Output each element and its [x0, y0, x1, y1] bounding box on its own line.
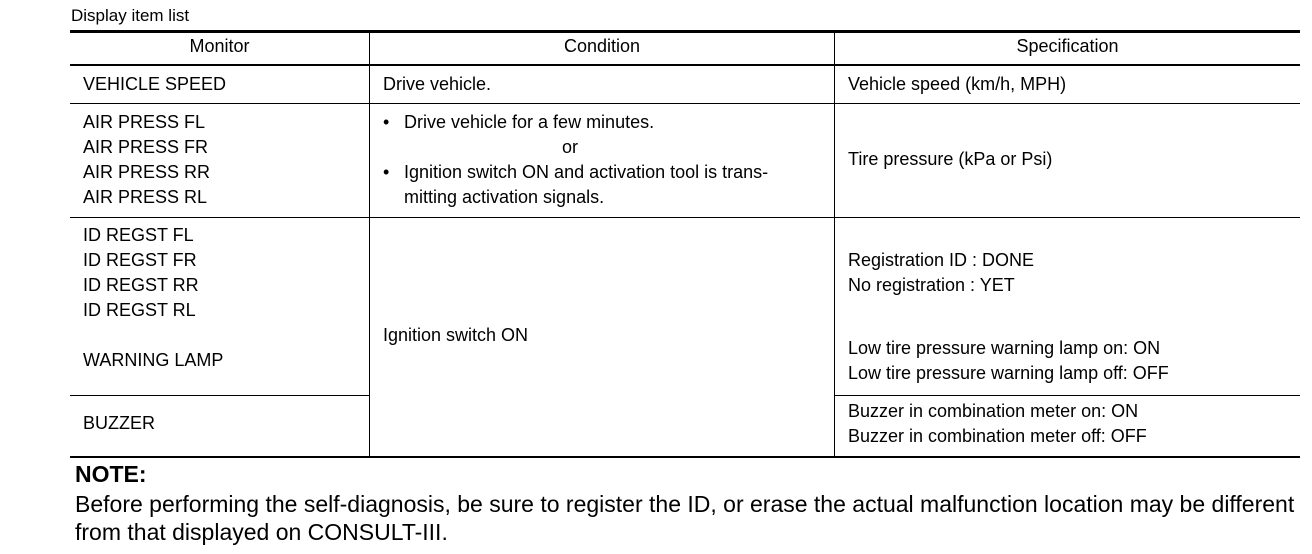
header-bottom-rule: [70, 64, 1300, 66]
monitor-id-regst-fl: ID REGST FL: [83, 225, 194, 245]
spec-lamp-on: Low tire pressure warning lamp on: ON: [848, 338, 1161, 358]
table-top-rule: [70, 30, 1300, 33]
condition-air-item2-cont: mitting activation signals.: [404, 187, 605, 207]
spec-registration-done: Registration ID : DONE: [848, 250, 1035, 270]
column-divider: [834, 32, 835, 457]
monitor-buzzer: BUZZER: [83, 413, 155, 433]
row-divider: [70, 103, 1300, 104]
header-condition: Condition: [563, 36, 641, 56]
spec-tire-pressure: Tire pressure (kPa or Psi): [848, 149, 1053, 169]
condition-air-item2: [383, 160, 768, 185]
condition-ignition-on: Ignition switch ON: [383, 325, 529, 345]
table-caption: Display item list: [71, 6, 190, 25]
monitor-warning-lamp: WARNING LAMP: [83, 350, 224, 370]
spec-buzzer-on: Buzzer in combination meter on: ON: [848, 401, 1139, 421]
header-specification: Specification: [1016, 36, 1119, 56]
monitor-air-press-fl: AIR PRESS FL: [83, 112, 206, 132]
bullet-icon: •: [383, 162, 390, 182]
condition-item-text: Drive vehicle for a few minutes.: [404, 112, 655, 132]
spec-vehicle-speed: Vehicle speed (km/h, MPH): [848, 74, 1067, 94]
note-text: Before performing the self-diagnosis, be sure to register the ID, or erase the actual malfunction location may be different from that displayed on CONSULT-III.: [75, 491, 1295, 545]
table-bottom-rule: [70, 456, 1300, 458]
condition-item-text: Ignition switch ON and activation tool is trans-: [404, 162, 769, 182]
monitor-id-regst-rr: ID REGST RR: [83, 275, 199, 295]
note-title: NOTE:: [75, 461, 147, 487]
row-divider-partial: [834, 395, 1300, 396]
column-divider: [369, 32, 370, 457]
monitor-vehicle-speed: VEHICLE SPEED: [83, 74, 227, 94]
spec-buzzer-off: Buzzer in combination meter off: OFF: [848, 426, 1147, 446]
monitor-air-press-rl: AIR PRESS RL: [83, 187, 208, 207]
condition-or: or: [562, 137, 579, 157]
monitor-id-regst-fr: ID REGST FR: [83, 250, 197, 270]
monitor-air-press-rr: AIR PRESS RR: [83, 162, 211, 182]
monitor-air-press-fr: AIR PRESS FR: [83, 137, 209, 157]
condition-drive-vehicle: Drive vehicle.: [383, 74, 492, 94]
header-monitor: Monitor: [189, 36, 250, 56]
spec-lamp-off: Low tire pressure warning lamp off: OFF: [848, 363, 1169, 383]
row-divider-partial: [70, 395, 369, 396]
display-item-table: [70, 30, 1300, 458]
monitor-id-regst-rl: ID REGST RL: [83, 300, 196, 320]
spec-registration-yet: No registration : YET: [848, 275, 1015, 295]
row-divider: [70, 217, 1300, 218]
condition-air-item1: [383, 110, 654, 135]
bullet-icon: •: [383, 112, 390, 132]
